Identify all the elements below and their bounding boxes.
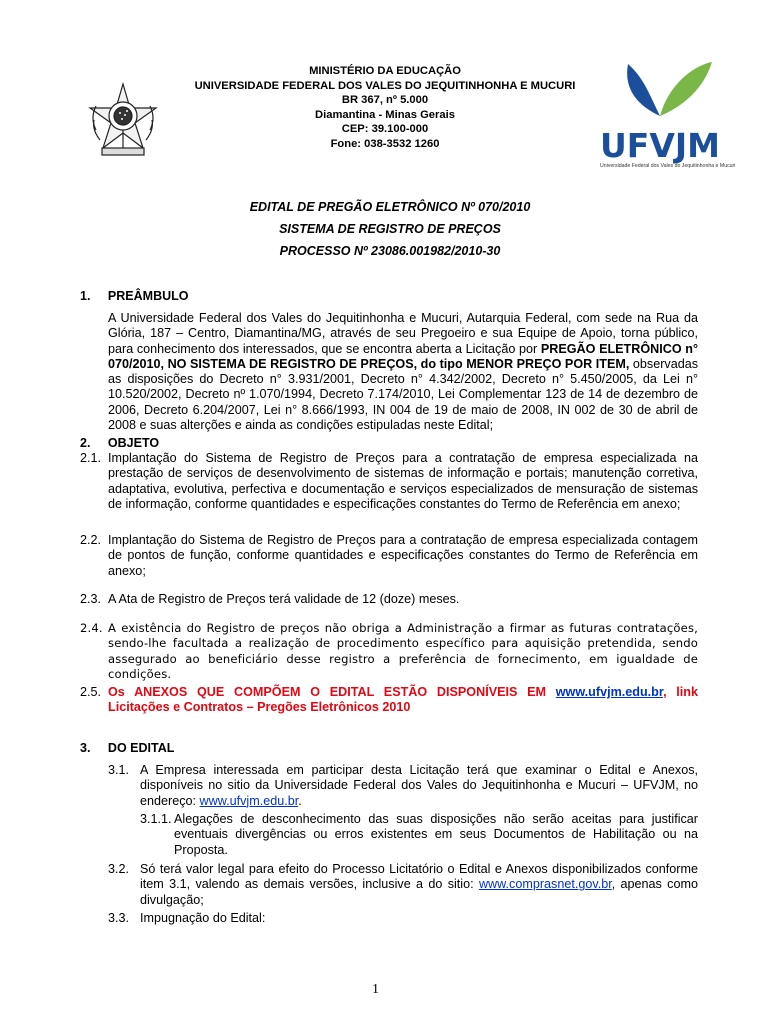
item-text: Alegações de desconhecimento das suas disposições não serão aceitas para justificar eventuais divergências ou erros existentes em seus Documentos de Habilitação ou na Proposta.: [174, 812, 698, 857]
institution-header: [150, 64, 620, 152]
item-number: 2.5.: [80, 685, 102, 699]
item-number: 3.1.1.: [140, 812, 172, 826]
section-heading-edital: [80, 741, 174, 755]
annex-notice-tail: , link Licitações e Contratos – Pregões Eletrônicos 2010: [108, 685, 698, 715]
item-text: A Ata de Registro de Preços terá validade de 12 (doze) meses.: [108, 592, 460, 606]
header-line: CEP: 39.100-000: [341, 123, 429, 136]
item-3-3: [108, 911, 698, 926]
header-line: Diamantina - Minas Gerais: [315, 108, 455, 121]
header-line: MINISTÉRIO DA EDUCAÇÃO: [309, 65, 461, 77]
item-text-b: , apenas como divulgação;: [140, 877, 698, 907]
page-number: 1: [372, 982, 379, 997]
item-text: [108, 685, 698, 716]
item-text-a: A Empresa interessada em participar desta Licitação terá que examinar o Edital e Anexos, disponíveis no sitio da Universidade Federal dos Vales do Jequitinhonha e Mucuri – UFVJM, no endereço:: [140, 763, 698, 808]
section-title: DO EDITAL: [107, 741, 175, 755]
item-3-1-1: [140, 812, 698, 858]
header-line: BR 367, nº 5.000: [341, 94, 429, 107]
edital-title: EDITAL DE PREGÃO ELETRÔNICO Nº 070/2010: [249, 200, 531, 214]
preambulo-bold: PREGÃO ELETRÔNICO n° 070/2010, NO SISTEMA DE REGISTRO DE PREÇOS, do tipo MENOR PREÇO POR ITEM,: [108, 341, 698, 371]
item-number: 3.2.: [108, 862, 130, 876]
section-heading-objeto: [80, 436, 159, 450]
section-title: PREÂMBULO: [107, 289, 189, 303]
edital-subtitle: SISTEMA DE REGISTRO DE PREÇOS: [279, 222, 501, 236]
preambulo-text-b: observadas as disposições do Decreto n° 3.931/2001, Decreto n° 4.342/2002, Decreto n° 5.450/2005, da Lei n° 10.520/2002, Decreto nº 1.070/1994, Decreto 7.174/2010, Lei Complementar 123 de 14 de dezembro de 2006, Decreto 6.204/2007, Lei n° 8.666/1993, IN 004 de 19 de maio de 2008, IN 002 de 30 de abril de 2008 e suas alterções e ainda as condições estipuladas neste Edital;: [108, 356, 699, 433]
item-text-a: Só terá valor legal para efeito do Processo Licitatório o Edital e Anexos disponibilizados conforme item 3.1, valendo as demais versões, inclusive a do sitio:: [140, 862, 698, 892]
item-3-2: [108, 862, 698, 908]
preambulo-text-a: A Universidade Federal dos Vales do Jequitinhonha e Mucuri, Autarquia Federal, com sede na Rua da Glória, 187 – Centro, Diamantina/MG, através de seu Pregoeiro e sua Equipe de Apoio, torna público, para conhecimento dos interessados, que se encontra aberta a Licitação por: [108, 311, 698, 356]
preambulo-paragraph: [108, 311, 698, 433]
item-number: 2.1.: [80, 451, 102, 465]
item-text: Implantação do Sistema de Registro de Preços para a contratação de empresa especializada contagem de pontos de função, conforme quantidades e especificações constantes do Termo de Referência em anexo;: [108, 533, 698, 578]
section-heading-preambulo: [80, 289, 188, 303]
logo-subtext: Universidade Federal dos Vales do Jequitinhonha e Mucuri: [600, 163, 736, 169]
item-2-4: [80, 621, 698, 682]
header-line: Fone: 038-3532 1260: [330, 137, 440, 150]
item-number: 3.3.: [108, 911, 130, 925]
item-text: [140, 763, 698, 809]
ufvjm-logo: [600, 60, 736, 169]
item-2-3: [80, 592, 698, 607]
section-number: 3.: [80, 741, 91, 755]
item-2-1: [80, 451, 698, 512]
item-text: Impugnação do Edital:: [140, 911, 266, 925]
logo-text: UFVJM: [600, 126, 720, 165]
item-text: [140, 862, 698, 908]
item-number: 2.2.: [80, 533, 102, 547]
ufvjm-site-link[interactable]: www.ufvjm.edu.br: [555, 685, 664, 699]
item-2-2: [80, 533, 698, 579]
section-number: 2.: [80, 436, 91, 450]
process-number: PROCESSO Nº 23086.001982/2010-30: [279, 244, 501, 258]
ufvjm-leaf-icon: [600, 60, 730, 126]
comprasnet-link[interactable]: www.comprasnet.gov.br: [478, 877, 612, 892]
item-number: 2.3.: [80, 592, 102, 606]
item-3-1: [108, 763, 698, 809]
header-line: UNIVERSIDADE FEDERAL DOS VALES DO JEQUITINHONHA E MUCURI: [194, 79, 576, 92]
item-number: 2.4.: [80, 621, 103, 635]
item-text: A existência do Registro de preços não obriga a Administração a firmar as futuras contratações, sendo-lhe facultada a realização de procedimento específico para aquisição pretendida, sendo assegurado ao beneficiário desse registro a preferência de fornecimento, em igualdade de condições.: [108, 621, 698, 681]
item-text: Implantação do Sistema de Registro de Preços para a contratação de empresa especializada na prestação de serviços de desenvolvimento de sistemas de informação e portais; manutenção corretiva, adaptativa, evolutiva, perfectiva e documentação e serviços especializados de mensuração de sistemas de informação, conforme quantidades e especificações constantes do Termo de Referência em anexo;: [108, 451, 698, 511]
item-2-5: [80, 685, 698, 716]
ufvjm-site-link[interactable]: www.ufvjm.edu.br: [199, 793, 299, 808]
section-title: OBJETO: [107, 436, 160, 450]
annex-notice: Os ANEXOS QUE COMPÕEM O EDITAL ESTÃO DISPONÍVEIS EM: [108, 685, 556, 699]
item-text-b: .: [298, 793, 302, 808]
item-number: 3.1.: [108, 763, 130, 777]
section-number: 1.: [80, 289, 91, 303]
